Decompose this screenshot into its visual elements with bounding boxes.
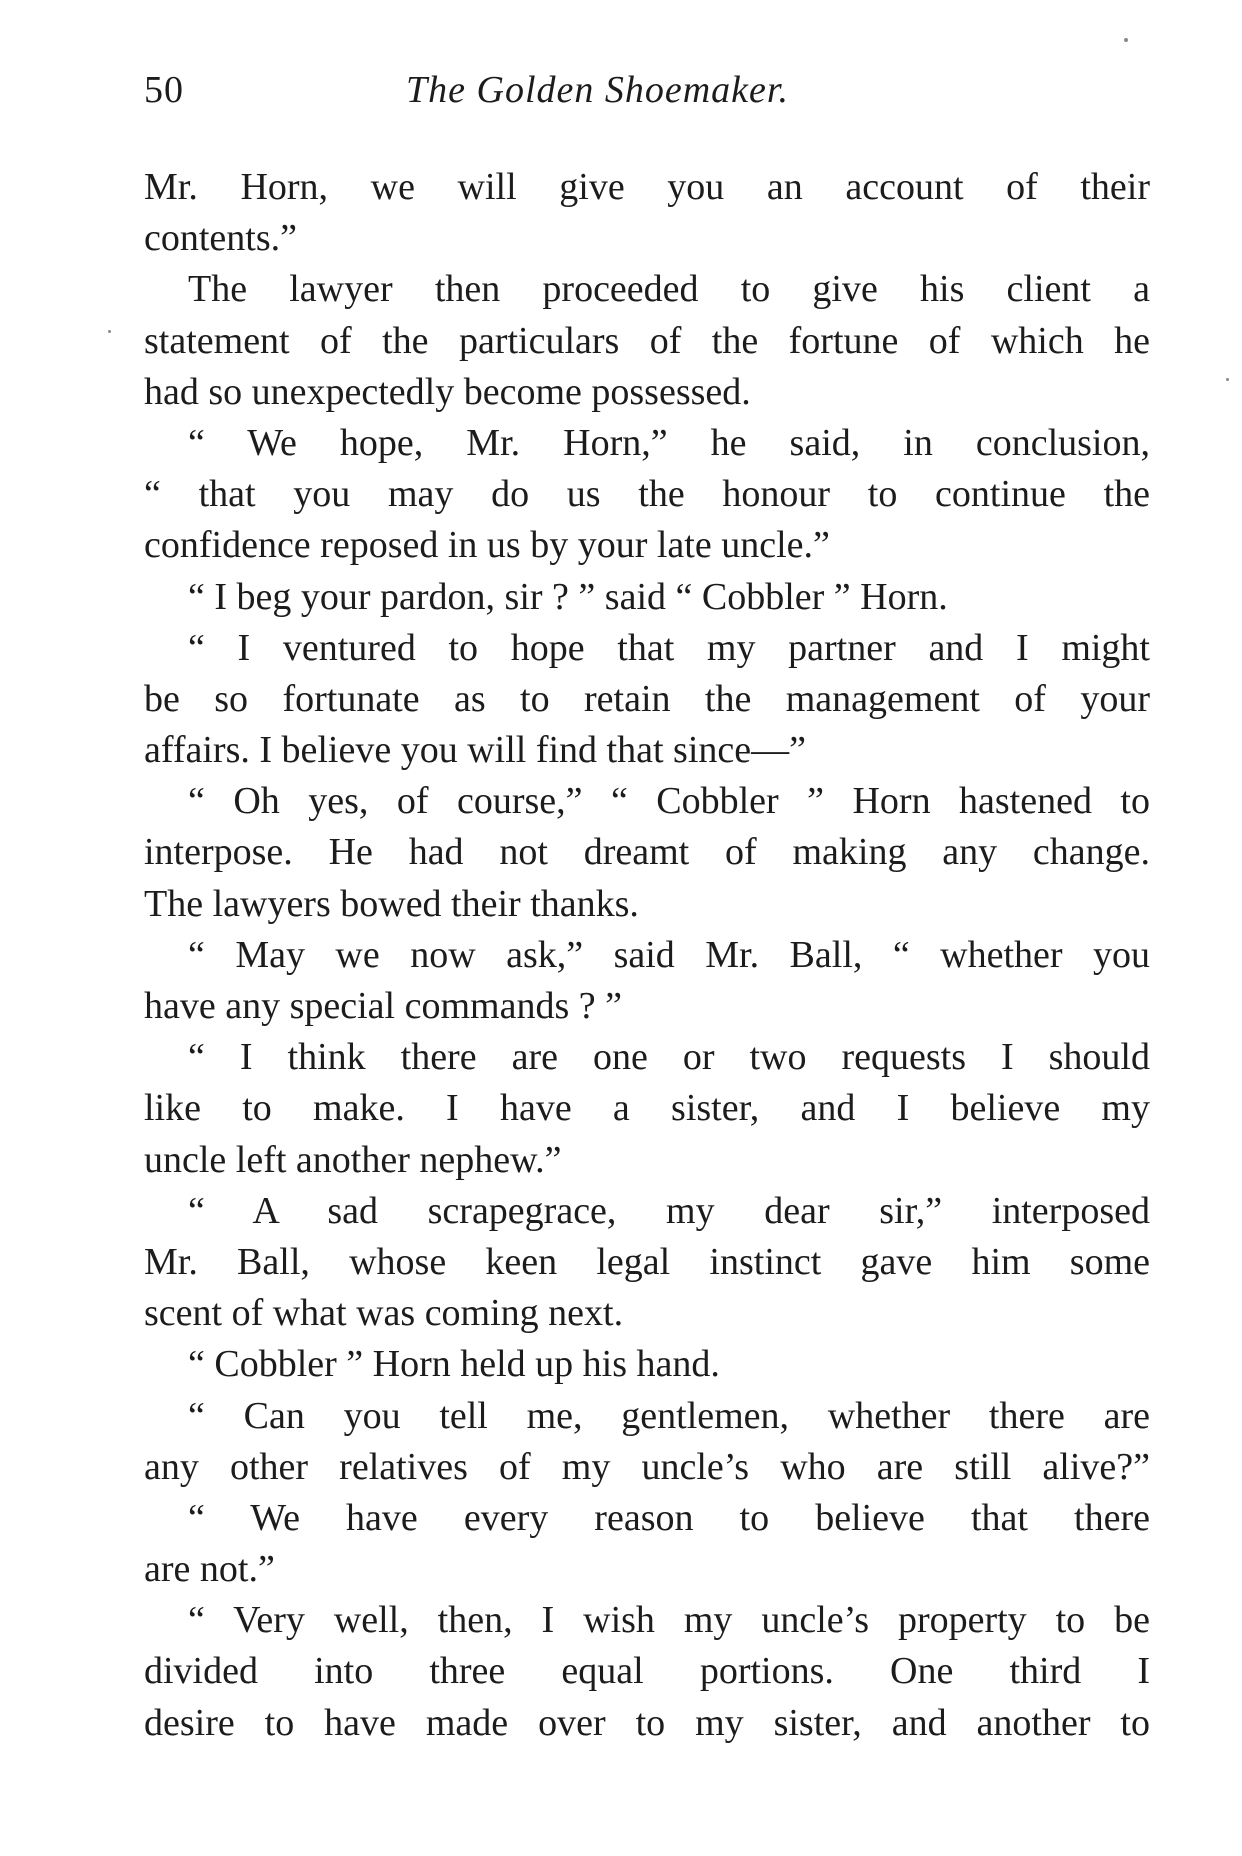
print-speck	[108, 330, 111, 333]
text-line: “ Oh yes, of course,” “ Cobbler ” Horn hastened to	[188, 780, 1150, 823]
text-line: The lawyer then proceeded to give his client a	[188, 268, 1150, 311]
text-line: “ Very well, then, I wish my uncle’s property to be	[188, 1599, 1150, 1642]
text-line: divided into three equal portions. One third I	[144, 1650, 1150, 1693]
text-line: “ I ventured to hope that my partner and I might	[188, 626, 1150, 669]
print-speck	[1124, 38, 1128, 42]
text-line: Mr. Horn, we will give you an account of their	[144, 166, 1150, 208]
page-number: 50	[144, 69, 184, 111]
text-line: “ Can you tell me, gentlemen, whether there are	[188, 1394, 1150, 1437]
print-speck	[1226, 378, 1229, 381]
text-line: like to make. I have a sister, and I believe my	[144, 1087, 1150, 1130]
page-header	[144, 68, 1144, 128]
text-line: affairs. I believe you will find that since—”	[144, 729, 806, 772]
text-line: “ I think there are one or two requests I should	[188, 1036, 1150, 1079]
text-line: desire to have made over to my sister, and another to	[144, 1701, 1150, 1744]
body-text	[144, 162, 1150, 1749]
text-line: contents.”	[144, 217, 298, 260]
text-line: interpose. He had not dreamt of making any change.	[144, 831, 1150, 874]
text-line: are not.”	[144, 1548, 275, 1591]
text-line: be so fortunate as to retain the management of your	[144, 677, 1150, 720]
text-line: uncle left another nephew.”	[144, 1138, 562, 1181]
text-line: “ that you may do us the honour to continue the	[144, 473, 1150, 516]
text-line: confidence reposed in us by your late uncle.”	[144, 524, 830, 567]
text-line: any other relatives of my uncle’s who are still alive?”	[144, 1445, 1150, 1488]
text-line: “ May we now ask,” said Mr. Ball, “ whether you	[188, 933, 1150, 976]
text-line: The lawyers bowed their thanks.	[144, 882, 639, 925]
text-line: scent of what was coming next.	[144, 1292, 624, 1335]
text-line: “ Cobbler ” Horn held up his hand.	[188, 1343, 720, 1386]
running-title: The Golden Shoemaker.	[406, 69, 789, 111]
text-line: Mr. Ball, whose keen legal instinct gave him some	[144, 1240, 1150, 1283]
text-line: “ I beg your pardon, sir ? ” said “ Cobbler ” Horn.	[188, 575, 948, 618]
text-line: statement of the particulars of the fortune of which he	[144, 319, 1150, 362]
text-line: had so unexpectedly become possessed.	[144, 370, 751, 413]
text-line: “ A sad scrapegrace, my dear sir,” interposed	[188, 1189, 1150, 1232]
text-line: have any special commands ? ”	[144, 985, 622, 1027]
text-line: “ We have every reason to believe that there	[188, 1496, 1150, 1539]
text-line: “ We hope, Mr. Horn,” he said, in conclusion,	[188, 421, 1150, 464]
